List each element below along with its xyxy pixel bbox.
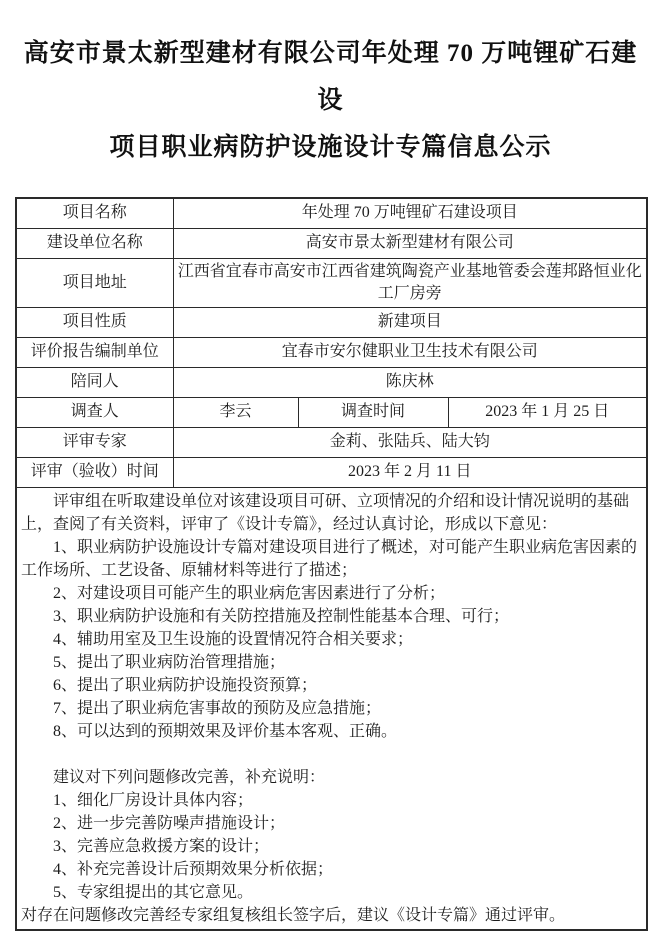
- opinion-paragraph: 1、细化厂房设计具体内容；: [53, 791, 254, 809]
- opinion-paragraph: 3、完善应急救援方案的设计；: [53, 837, 270, 855]
- opinion-paragraph: 对存在问题修改完善经专家组复核组长签字后，建议《设计专篇》通过评审。: [21, 906, 566, 924]
- table-row-accompanying-person: [16, 367, 647, 397]
- opinion-paragraph: 1、职业病防护设施设计专篇对建设项目进行了概述，对可能产生职业病危害因素的工作场所、工艺设备、原辅材料等进行了描述；: [21, 538, 638, 579]
- table-row-project-address: [16, 258, 647, 307]
- table-row-report-compiler: [16, 337, 647, 367]
- row-label: 建设单位名称: [16, 228, 173, 258]
- page-title-line2: 项目职业病防护设施设计专篇信息公示: [109, 134, 552, 161]
- opinion-paragraph: 2、进一步完善防噪声措施设计；: [53, 814, 286, 832]
- row-label: 评价报告编制单位: [16, 337, 173, 367]
- row-value: 宜春市安尔健职业卫生技术有限公司: [173, 337, 647, 367]
- table-row-review-experts: [16, 427, 647, 457]
- opinion-paragraph: 6、提出了职业病防护设施投资预算；: [53, 676, 318, 694]
- opinion-paragraph: 4、辅助用室及卫生设施的设置情况符合相关要求；: [53, 630, 414, 648]
- row-label: 项目名称: [16, 198, 173, 228]
- table-row-construction-unit: [16, 228, 647, 258]
- info-table: [15, 197, 648, 931]
- row-label2: 调查时间: [298, 397, 448, 427]
- opinion-paragraph: 评审组在听取建设单位对该建设项目可研、立项情况的介绍和设计情况说明的基础上，查阅了有关资料，评审了《设计专篇》，经过认真讨论，形成以下意见：: [21, 492, 630, 533]
- row-label: 陪同人: [16, 367, 173, 397]
- table-row-investigator: [16, 397, 647, 427]
- row-value: 金莉、张陆兵、陆大钧: [173, 427, 647, 457]
- row-value: 江西省宜春市高安市江西省建筑陶瓷产业基地管委会莲邦路恒业化工厂房旁: [173, 258, 647, 307]
- row-value: 2023 年 2 月 11 日: [173, 457, 647, 487]
- row-value: 年处理 70 万吨锂矿石建设项目: [173, 198, 647, 228]
- row-label: 评审专家: [16, 427, 173, 457]
- row-label: 项目地址: [16, 258, 173, 307]
- opinion-paragraph: 8、可以达到的预期效果及评价基本客观、正确。: [53, 722, 398, 740]
- opinion-paragraph: 5、专家组提出的其它意见。: [53, 883, 254, 901]
- row-value: 高安市景太新型建材有限公司: [173, 228, 647, 258]
- opinion-paragraph: 建议对下列问题修改完善，补充说明：: [53, 768, 326, 786]
- opinion-paragraph: 3、职业病防护设施和有关防控措施及控制性能基本合理、可行；: [53, 607, 510, 625]
- row-label: 调查人: [16, 397, 173, 427]
- table-row-review-opinion: [16, 487, 647, 930]
- review-opinion-cell: [16, 487, 647, 930]
- row-value: 陈庆林: [173, 367, 647, 397]
- row-label: 项目性质: [16, 307, 173, 337]
- row-label: 评审（验收）时间: [16, 457, 173, 487]
- row-value2: 2023 年 1 月 25 日: [448, 397, 647, 427]
- page-title: [15, 30, 646, 171]
- table-row-project-name: [16, 198, 647, 228]
- opinion-paragraph: 7、提出了职业病危害事故的预防及应急措施；: [53, 699, 382, 717]
- table-row-review-time: [16, 457, 647, 487]
- page-title-line1: 高安市景太新型建材有限公司年处理 70 万吨锂矿石建设: [23, 40, 638, 114]
- opinion-paragraph: 2、对建设项目可能产生的职业病危害因素进行了分析；: [53, 584, 446, 602]
- opinion-paragraph: 4、补充完善设计后预期效果分析依据；: [53, 860, 334, 878]
- table-row-project-nature: [16, 307, 647, 337]
- row-value: 新建项目: [173, 307, 647, 337]
- row-value: 李云: [173, 397, 298, 427]
- opinion-paragraph: 5、提出了职业病防治管理措施；: [53, 653, 286, 671]
